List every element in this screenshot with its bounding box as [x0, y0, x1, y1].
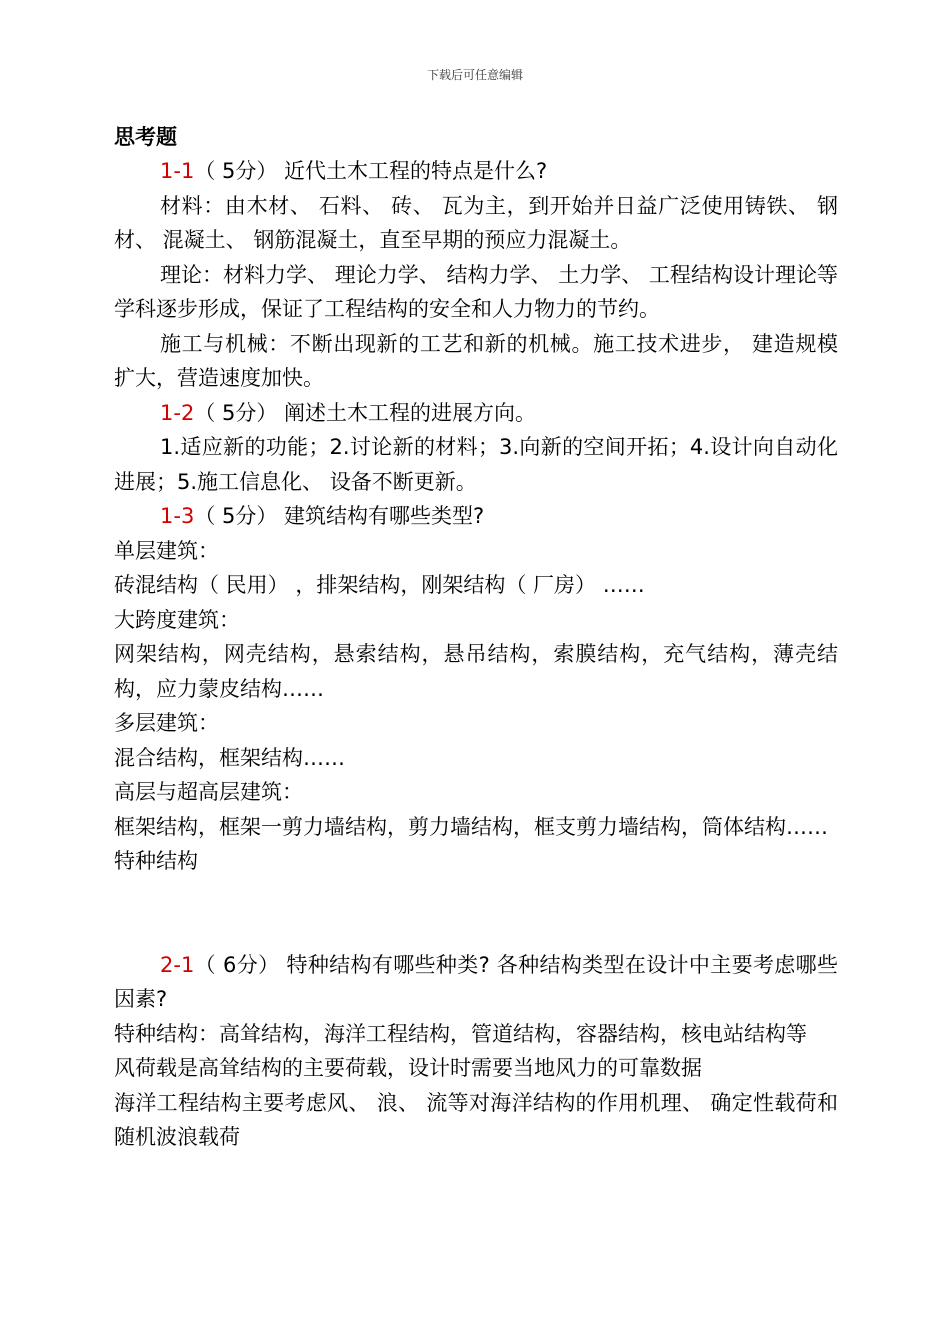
document-body — [114, 120, 838, 1155]
answer-line: 特种结构：高耸结构，海洋工程结构，管道结构，容器结构，核电站结构等 — [114, 1021, 807, 1046]
question-1-2 — [114, 396, 838, 431]
answer-paragraph: 理论：材料力学、 理论力学、 结构力学、 土力学、 工程结构设计理论等学科逐步形成，保证了工程结构的安全和人力物力的节约。 — [114, 262, 838, 321]
answer-line: 网架结构，网壳结构，悬索结构，悬吊结构，索膜结构，充气结构，薄壳结构，应力蒙皮结构…… — [114, 642, 838, 701]
answer-line: 砖混结构（ 民用） ，排架结构，刚架结构（ 厂房） …… — [114, 573, 645, 597]
question-text: （ 5分） 阐述土木工程的进展方向。 — [194, 400, 537, 425]
answer-line: 混合结构，框架结构…… — [114, 745, 345, 770]
answer-line: 高层与超高层建筑： — [114, 780, 303, 804]
answer-line: 单层建筑： — [114, 538, 219, 563]
page-header: 下载后可任意编辑 — [426, 68, 523, 82]
question-number: 2-1 — [160, 952, 195, 977]
answer-line: 大跨度建筑： — [114, 607, 240, 632]
page-title: 思考题 — [114, 125, 177, 149]
answer-line: 多层建筑： — [114, 711, 219, 735]
answer-line: 风荷载是高耸结构的主要荷载，设计时需要当地风力的可靠数据 — [114, 1056, 702, 1080]
answer-line: 海洋工程结构主要考虑风、 浪、 流等对海洋结构的作用机理、 确定性载荷和随机波浪载荷 — [114, 1090, 838, 1149]
answer-line: 特种结构 — [114, 849, 198, 873]
question-number: 1-2 — [160, 400, 195, 425]
question-number: 1-3 — [160, 504, 195, 528]
question-text: （ 5分） 近代土木工程的特点是什么? — [194, 159, 548, 183]
question-2-1 — [114, 948, 838, 1017]
question-text: （ 5分） 建筑结构有哪些类型? — [194, 504, 485, 528]
question-number: 1-1 — [160, 159, 195, 183]
question-1-1 — [114, 154, 838, 189]
answer-paragraph: 1.适应新的功能；2.讨论新的材料；3.向新的空间开拓；4.设计向自动化进展；5.施工信息化、 设备不断更新。 — [114, 435, 838, 494]
question-text: （ 6分） 特种结构有哪些种类? 各种结构类型在设计中主要考虑哪些因素? — [114, 952, 838, 1011]
answer-line: 框架结构，框架一剪力墙结构，剪力墙结构，框支剪力墙结构，筒体结构…… — [114, 814, 828, 839]
question-1-3 — [114, 499, 838, 534]
answer-paragraph: 施工与机械：不断出现新的工艺和新的机械。施工技术进步， 建造规模扩大，营造速度加快。 — [114, 331, 838, 390]
answer-paragraph: 材料：由木材、 石料、 砖、 瓦为主，到开始并日益广泛使用铸铁、 钢材、 混凝土、 钢筋混凝土，直至早期的预应力混凝土。 — [114, 193, 838, 252]
section-gap — [114, 879, 838, 948]
